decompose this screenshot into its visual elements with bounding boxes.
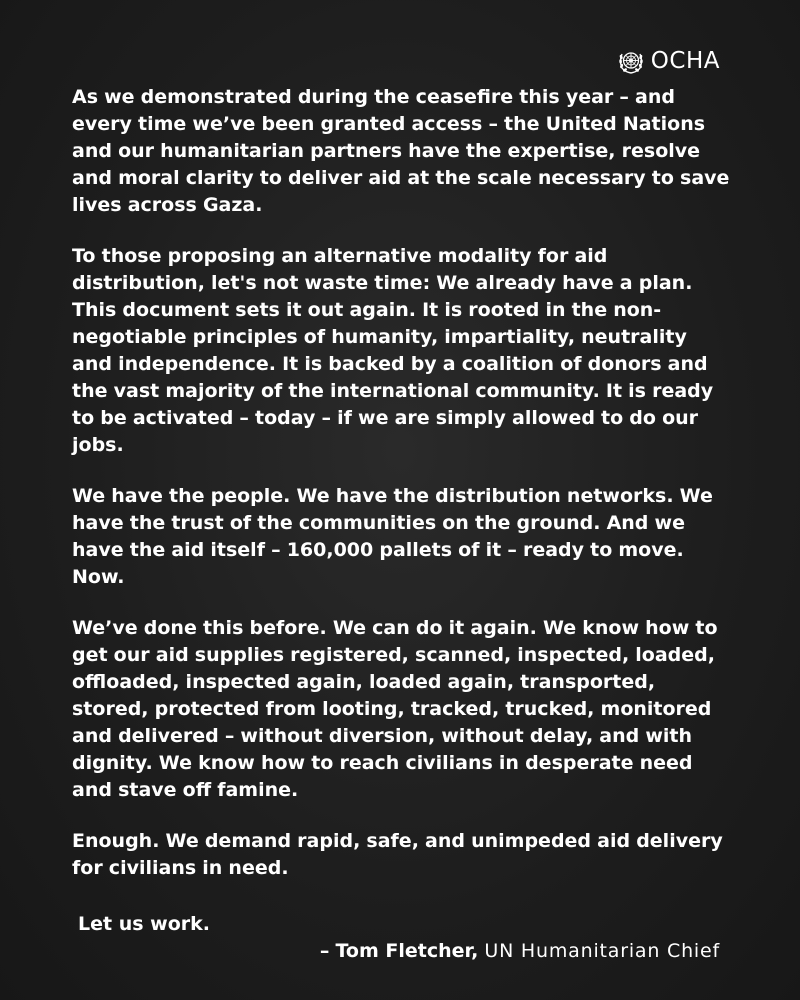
- attribution-dash: –: [319, 940, 330, 962]
- ocha-logo-text: OCHA: [650, 48, 720, 74]
- ocha-logo: [617, 47, 720, 75]
- closing-line: Let us work.: [78, 913, 210, 935]
- paragraph-4: We’ve done this before. We can do it again. We know how to get our aid supplies registered, scanned, inspected, loaded, offloaded, inspected again, loaded again, transported, stored, protected from looting, tracked, trucked, monitored and delivered – without diversion, without delay, and with dignity. We know how to reach civilians in desperate need and stave off famine.: [72, 617, 718, 801]
- attribution: [320, 938, 720, 965]
- attribution-name: Tom Fletcher,: [335, 940, 479, 962]
- paragraph-3: We have the people. We have the distribution networks. We have the trust of the communities on the ground. And we have the aid itself – 160,000 pallets of it – ready to move. Now.: [72, 485, 713, 588]
- paragraph-1: As we demonstrated during the ceasefire this year – and every time we’ve been granted access – the United Nations and our humanitarian partners have the expertise, resolve and moral clarity to deliver aid at the scale necessary to save lives across Gaza.: [72, 86, 730, 216]
- paragraph-5: Enough. We demand rapid, safe, and unimpeded aid delivery for civilians in need.: [72, 830, 723, 879]
- paragraph-2: To those proposing an alternative modality for aid distribution, let's not waste time: We already have a plan. This document sets it out again. It is rooted in the non-negotiable principles of humanity, impartiality, neutrality and independence. It is backed by a coalition of donors and the vast majority of the international community. It is ready to be activated – today – if we are simply allowed to do our jobs.: [72, 245, 714, 456]
- statement-body: [72, 84, 732, 906]
- attribution-title: UN Humanitarian Chief: [484, 940, 720, 962]
- un-emblem-icon: [617, 47, 645, 75]
